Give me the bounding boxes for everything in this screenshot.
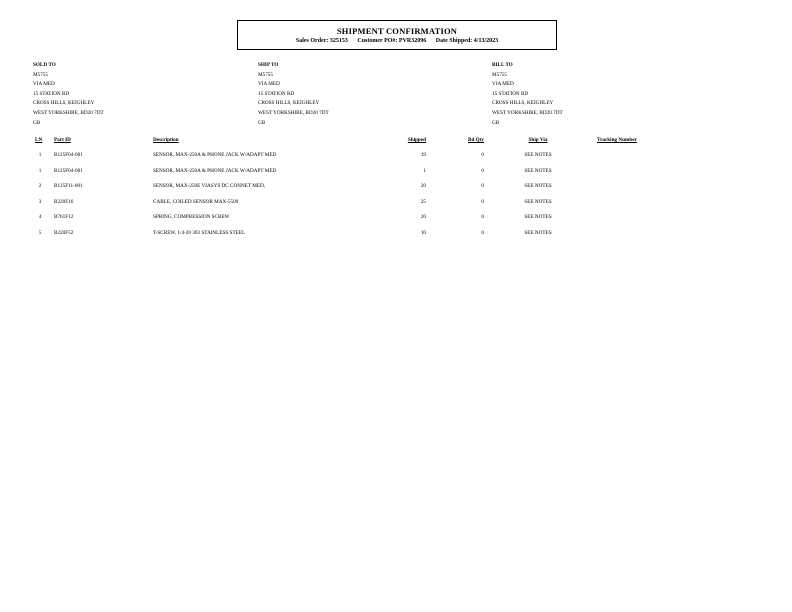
row-part-id: B125F04-001 — [54, 152, 83, 158]
document-title: SHIPMENT CONFIRMATION — [336, 26, 458, 36]
col-header-description: Description — [153, 137, 179, 143]
bill-to-line: WEST YORKSHIRE, BD20 7DT — [492, 109, 563, 116]
sold-to-line: GB — [33, 119, 41, 126]
row-bo-qty: 0 — [481, 230, 484, 236]
sold-to-block — [33, 61, 104, 128]
col-header-shipped: Shipped — [407, 137, 426, 143]
row-part-id: B761F12 — [54, 214, 74, 220]
row-shipped: 20 — [420, 214, 426, 220]
row-ship-via: SEE NOTES — [524, 183, 552, 189]
ship-to-line: VIA MED — [258, 81, 280, 88]
row-description: SENSOR, MAX-250E VIASYS DC CONNET MED, — [153, 183, 266, 189]
sold-to-line: CROSS HILLS, KEIGHLEY — [33, 100, 95, 107]
sold-to-line: 15 STATION RD — [33, 90, 70, 97]
sold-to-line: VIA MED — [33, 81, 55, 88]
sold-to-label: SOLD TO — [33, 62, 56, 68]
ship-to-line: WEST YORKSHIRE, BD20 7DT — [258, 109, 329, 116]
ship-to-label: SHIP TO — [258, 62, 279, 68]
row-bo-qty: 0 — [481, 214, 484, 220]
ship-to-line: CROSS HILLS, KEIGHLEY — [258, 100, 320, 107]
customer-po: Customer PO#: PVR32096 — [357, 38, 427, 44]
row-ln: 5 — [38, 230, 42, 236]
row-bo-qty: 0 — [481, 152, 484, 158]
row-ship-via: SEE NOTES — [524, 168, 552, 174]
row-shipped: 10 — [420, 230, 426, 236]
row-shipped: 20 — [420, 183, 426, 189]
col-header-ship-via: Ship Via — [528, 137, 548, 143]
ship-to-line: GB — [258, 119, 266, 126]
row-bo-qty: 0 — [481, 199, 484, 205]
row-bo-qty: 0 — [481, 168, 484, 174]
row-description: CABLE, COILED SENSOR MAX-5509 — [153, 199, 239, 205]
row-bo-qty: 0 — [481, 183, 484, 189]
row-ln: 3 — [38, 199, 42, 205]
row-ln: 4 — [38, 214, 42, 220]
order-info-line — [238, 38, 556, 44]
row-ln: 1 — [38, 168, 42, 174]
row-ln: 1 — [38, 152, 42, 158]
bill-to-line: 15 STATION RD — [492, 90, 529, 97]
sold-to-line: WEST YORKSHIRE, BD20 7DT — [33, 109, 104, 116]
ship-to-line: M5755 — [258, 71, 273, 78]
col-header-ln: LN — [35, 137, 43, 143]
row-shipped: 19 — [420, 152, 426, 158]
row-ship-via: SEE NOTES — [524, 152, 552, 158]
row-part-id: B125F11-001 — [54, 183, 83, 189]
row-part-id: B125F04-001 — [54, 168, 83, 174]
col-header-tracking: Tracking Number — [597, 137, 637, 143]
bill-to-block — [492, 61, 563, 128]
bill-to-line: CROSS HILLS, KEIGHLEY — [492, 100, 554, 107]
row-description: SENSOR, MAX-250A & PHONE JACK W/ADAPT MED — [153, 168, 277, 174]
bill-to-label: BILL TO — [492, 62, 513, 68]
title-box — [237, 20, 557, 50]
row-part-id: B220F16 — [54, 199, 74, 205]
row-description: T-SCREW, 1/4-20 303 STAINLESS STEEL — [153, 230, 246, 236]
date-shipped: Date Shipped: 4/13/2023 — [435, 38, 499, 44]
ship-to-line: 15 STATION RD — [258, 90, 295, 97]
row-ship-via: SEE NOTES — [524, 199, 552, 205]
row-description: SENSOR, MAX-250A & PHONE JACK W/ADAPT MED — [153, 152, 277, 158]
bill-to-line: GB — [492, 119, 500, 126]
row-description: SPRING, COMPRESSION SCREW — [153, 214, 230, 220]
col-header-part-id: Part ID — [54, 137, 71, 143]
row-ship-via: SEE NOTES — [524, 230, 552, 236]
bill-to-line: VIA MED — [492, 81, 514, 88]
row-shipped: 1 — [423, 168, 426, 174]
row-shipped: 25 — [420, 199, 426, 205]
bill-to-line: M5755 — [492, 71, 507, 78]
col-header-bo-qty: Bd Qty — [468, 137, 484, 143]
sales-order: Sales Order: 325153 — [295, 38, 348, 44]
row-ln: 2 — [38, 183, 42, 189]
sold-to-line: M5755 — [33, 71, 48, 78]
row-part-id: B220F52 — [54, 230, 74, 236]
ship-to-block — [258, 61, 329, 128]
row-ship-via: SEE NOTES — [524, 214, 552, 220]
